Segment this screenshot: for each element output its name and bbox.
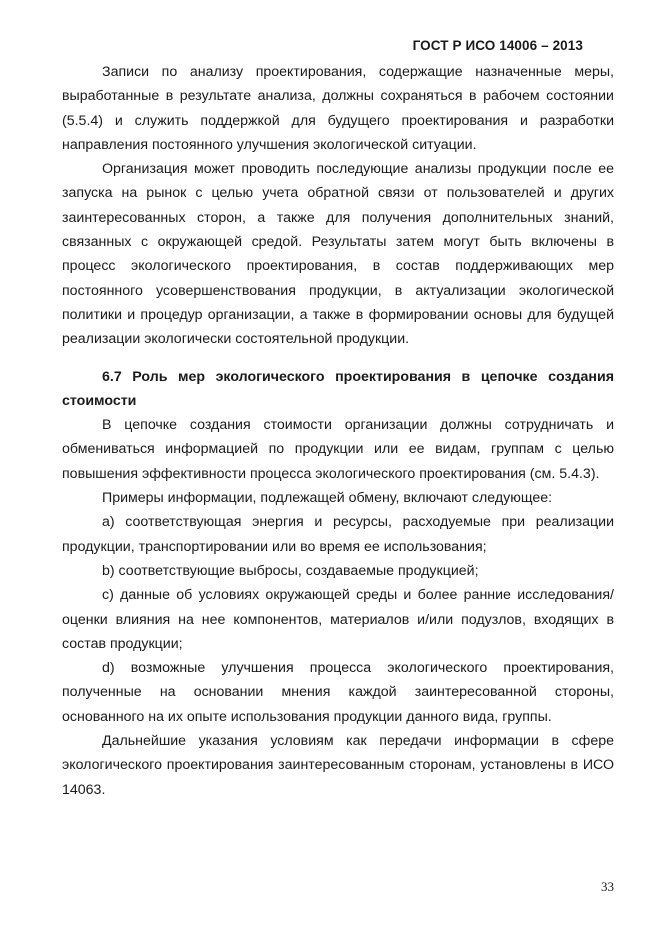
page-number: 33	[601, 879, 614, 894]
section-heading: 6.7 Роль мер экологического проектирования в цепочке создания стоимости	[62, 368, 614, 409]
document-body	[62, 60, 614, 802]
paragraph: Записи по анализу проектирования, содержащие назначенные меры, выработанные в результате анализа, должны сохраняться в рабочем состоянии (5.5.4) и служить поддержкой для будущего проектирования и разработки направления постоянного улучшения экологической ситуации.	[62, 64, 614, 153]
document-code-header: ГОСТ Р ИСО 14006 – 2013	[412, 38, 583, 53]
list-item: a) соответствующая энергия и ресурсы, расходуемые при реализации продукции, транспортировании или во время ее использования;	[62, 514, 614, 555]
list-item: d) возможные улучшения процесса экологического проектирования, полученные на основании мнения каждой заинтересованной стороны, основанного на их опыте использования продукции данного вида, группы.	[62, 660, 614, 725]
paragraph: Организация может проводить последующие анализы продукции после ее запуска на рынок с целью учета обратной связи от пользователей и других заинтересованных сторон, а также для получения дополнительных знаний, связанных с окружающей средой. Результаты затем могут быть включены в процесс экологического проектирования, в состав поддерживающих мер постоянного усовершенствования продукции, в актуализации экологической политики и процедур организации, а также в формировании основы для будущей реализации экологически состоятельной продукции.	[62, 161, 614, 348]
list-item: b) соответствующие выбросы, создаваемые продукцией;	[102, 562, 479, 579]
paragraph: В цепочке создания стоимости организации должны сотрудничать и обмениваться информацией по продукции или ее видам, группам с целью повышения эффективности процесса экологического проектирования (см. 5.4.3).	[62, 417, 614, 482]
paragraph: Примеры информации, подлежащей обмену, включают следующее:	[102, 490, 553, 507]
list-item: c) данные об условиях окружающей среды и более ранние исследования/оценки влияния на нее компонентов, материалов и/или подузлов, входящих в состав продукции;	[62, 587, 614, 652]
paragraph: Дальнейшие указания условиям как передачи информации в сфере экологического проектирования заинтересованным сторонам, установлены в ИСО 14063.	[62, 733, 614, 798]
